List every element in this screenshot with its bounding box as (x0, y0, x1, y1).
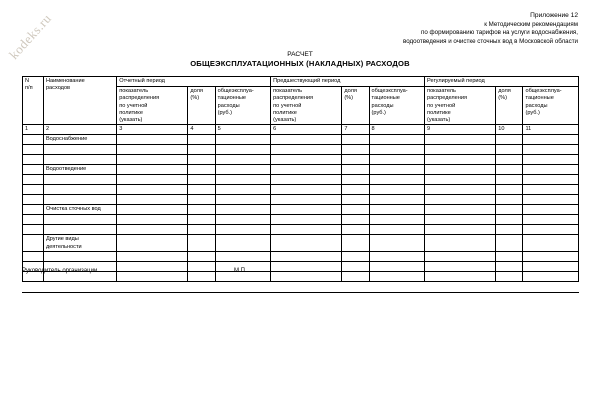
cell-costs-previous[interactable] (369, 185, 425, 195)
cell-share-previous[interactable] (342, 185, 369, 195)
table-row[interactable] (23, 252, 579, 262)
cell-costs-previous[interactable] (369, 215, 425, 225)
appendix-line-1: к Методическим рекомендациям (484, 20, 578, 28)
cell-indicator-regulated[interactable] (425, 215, 496, 225)
title-line-2: ОБЩЕЭКСПЛУАТАЦИОННЫХ (НАКЛАДНЫХ) РАСХОДОВ (190, 59, 410, 68)
cell-indicator-previous[interactable] (271, 205, 342, 215)
hdr-line: общеэксплуа- (217, 88, 254, 94)
cell-costs-previous[interactable] (369, 175, 425, 185)
cell-num[interactable] (23, 135, 44, 145)
cell-costs-previous[interactable] (369, 262, 425, 272)
hdr-line: общеэксплуа- (525, 88, 562, 94)
cell-indicator-reporting[interactable] (117, 205, 188, 215)
cell-share-reporting[interactable] (188, 215, 215, 225)
cell-share-regulated[interactable] (496, 215, 523, 225)
cell-costs-regulated[interactable] (523, 135, 579, 145)
cell-num[interactable] (23, 195, 44, 205)
table-row[interactable] (23, 175, 579, 185)
cell-share-reporting[interactable] (188, 252, 215, 262)
cell-num[interactable] (23, 185, 44, 195)
cell-costs-previous[interactable] (369, 225, 425, 235)
colnum-9: 9 (425, 125, 496, 135)
header-share-regulated (496, 87, 523, 125)
cell-costs-previous[interactable] (369, 155, 425, 165)
cell-indicator-previous[interactable] (271, 252, 342, 262)
cell-indicator-reporting[interactable] (117, 195, 188, 205)
cell-indicator-previous[interactable] (271, 165, 342, 175)
hdr-line: показатель (119, 88, 149, 94)
cell-share-reporting[interactable] (188, 195, 215, 205)
hdr-line: показатель (273, 88, 303, 94)
hdr-line: (указать) (427, 117, 451, 124)
cell-indicator-reporting[interactable] (117, 185, 188, 195)
appendix-line-2: по формированию тарифов на услуги водоснабжения, (421, 29, 578, 37)
cell-share-previous[interactable] (342, 195, 369, 205)
cell-costs-reporting[interactable] (215, 135, 271, 145)
hdr-line: по учетной (273, 102, 302, 109)
cell-indicator-regulated[interactable] (425, 135, 496, 145)
cell-costs-regulated[interactable] (523, 205, 579, 215)
hdr-line: политике (273, 109, 297, 116)
colnum-5: 5 (215, 125, 271, 135)
appendix-number: Приложение 12 (530, 12, 578, 19)
hdr-line: тационные (525, 95, 554, 102)
costs-table (22, 76, 579, 282)
header-share-reporting (188, 87, 215, 125)
cell-name[interactable] (43, 195, 116, 205)
cell-costs-regulated[interactable] (523, 185, 579, 195)
header-cell-name (43, 77, 116, 125)
cell-share-reporting[interactable] (188, 235, 215, 252)
cell-costs-regulated[interactable] (523, 155, 579, 165)
cell-costs-previous[interactable] (369, 272, 425, 282)
hdr-line: по учетной (427, 102, 456, 109)
colnum-2: 2 (43, 125, 116, 135)
cell-share-reporting[interactable] (188, 225, 215, 235)
hdr-line: (указать) (273, 117, 297, 124)
header-group-regulated: Регулируемый период (425, 77, 579, 87)
cell-costs-reporting[interactable] (215, 165, 271, 175)
cell-share-previous[interactable] (342, 225, 369, 235)
cell-costs-regulated[interactable] (523, 225, 579, 235)
appendix-header (403, 12, 578, 46)
table-row[interactable] (23, 195, 579, 205)
cell-share-previous[interactable] (342, 262, 369, 272)
table-row[interactable] (23, 205, 579, 215)
hdr-line: расходы (217, 102, 240, 109)
cell-num[interactable] (23, 145, 44, 155)
cell-indicator-regulated[interactable] (425, 262, 496, 272)
hdr-line: (%) (344, 95, 354, 102)
cell-costs-reporting[interactable] (215, 145, 271, 155)
hdr-line: (%) (190, 95, 200, 102)
title-line-1: РАСЧЕТ (287, 51, 313, 58)
cell-indicator-previous[interactable] (271, 195, 342, 205)
hdr-line: (указать) (119, 117, 143, 124)
table-column-numbers-row (23, 125, 579, 135)
colnum-8: 8 (369, 125, 425, 135)
cell-share-reporting[interactable] (188, 155, 215, 165)
cell-num[interactable] (23, 225, 44, 235)
cell-costs-regulated[interactable] (523, 195, 579, 205)
cell-costs-previous[interactable] (369, 165, 425, 175)
header-num-line-2: п/п (25, 85, 33, 92)
cell-costs-regulated[interactable] (523, 215, 579, 225)
cell-indicator-reporting[interactable] (117, 272, 188, 282)
cell-share-reporting[interactable] (188, 135, 215, 145)
cell-costs-regulated[interactable] (523, 272, 579, 282)
hdr-line: распределения (119, 95, 160, 102)
hdr-line: (руб.) (217, 109, 233, 116)
table-header-periods (23, 77, 579, 87)
header-group-previous: Предшествующий период (271, 77, 425, 87)
cell-num[interactable] (23, 155, 44, 165)
cell-indicator-reporting[interactable] (117, 235, 188, 252)
cell-share-previous[interactable] (342, 165, 369, 175)
hdr-line: доля (498, 88, 511, 94)
hdr-line: по учетной (119, 102, 148, 109)
header-name-line-1: Наименование (45, 78, 85, 84)
cell-indicator-reporting[interactable] (117, 225, 188, 235)
cell-share-reporting[interactable] (188, 145, 215, 155)
stamp-label: М.П. (234, 268, 247, 274)
cell-costs-reporting[interactable] (215, 155, 271, 165)
hdr-line: политике (427, 109, 451, 116)
cell-indicator-reporting[interactable] (117, 262, 188, 272)
cell-indicator-previous[interactable] (271, 272, 342, 282)
table-row[interactable] (23, 272, 579, 282)
cell-name[interactable] (43, 215, 116, 225)
cell-num[interactable] (23, 252, 44, 262)
colnum-7: 7 (342, 125, 369, 135)
colnum-3: 3 (117, 125, 188, 135)
hdr-line: показатель (427, 88, 456, 94)
cell-costs-previous[interactable] (369, 252, 425, 262)
cell-costs-regulated[interactable] (523, 252, 579, 262)
hdr-line: (руб.) (525, 109, 540, 116)
hdr-line: тационные (217, 95, 246, 102)
table-row[interactable] (23, 235, 579, 252)
cell-name[interactable]: Другие виды деятельности (43, 235, 116, 252)
header-costs-reporting (215, 87, 271, 125)
cell-indicator-regulated[interactable] (425, 155, 496, 165)
table-row[interactable] (23, 145, 579, 155)
cell-share-regulated[interactable] (496, 262, 523, 272)
hdr-line: распределения (273, 95, 314, 102)
cell-share-previous[interactable] (342, 205, 369, 215)
cell-share-reporting[interactable] (188, 165, 215, 175)
cell-share-regulated[interactable] (496, 205, 523, 215)
cell-indicator-reporting[interactable] (117, 145, 188, 155)
cell-indicator-regulated[interactable] (425, 165, 496, 175)
cell-share-regulated[interactable] (496, 235, 523, 252)
cell-indicator-previous[interactable] (271, 135, 342, 145)
cell-share-regulated[interactable] (496, 145, 523, 155)
header-indicator-previous (271, 87, 342, 125)
cell-name[interactable] (43, 155, 116, 165)
cell-num[interactable] (23, 215, 44, 225)
header-share-previous (342, 87, 369, 125)
cell-share-previous[interactable] (342, 145, 369, 155)
cell-costs-regulated[interactable] (523, 262, 579, 272)
cell-costs-reporting[interactable] (215, 175, 271, 185)
cell-indicator-reporting[interactable] (117, 165, 188, 175)
cell-name[interactable] (43, 185, 116, 195)
cell-share-previous[interactable] (342, 272, 369, 282)
cell-costs-reporting[interactable] (215, 225, 271, 235)
hdr-line: расходы (525, 102, 548, 109)
cell-indicator-regulated[interactable] (425, 195, 496, 205)
cell-share-reporting[interactable] (188, 272, 215, 282)
cell-indicator-previous[interactable] (271, 215, 342, 225)
cell-costs-reporting[interactable] (215, 195, 271, 205)
colnum-10: 10 (496, 125, 523, 135)
cell-indicator-previous[interactable] (271, 175, 342, 185)
cell-indicator-reporting[interactable] (117, 215, 188, 225)
table-row[interactable] (23, 215, 579, 225)
header-name-line-2: расходов (45, 85, 71, 92)
cell-share-regulated[interactable] (496, 225, 523, 235)
hdr-line: распределения (427, 95, 468, 102)
cell-indicator-regulated[interactable] (425, 175, 496, 185)
cell-indicator-regulated[interactable] (425, 205, 496, 215)
cell-name[interactable] (43, 252, 116, 262)
cell-num[interactable] (23, 205, 44, 215)
table-row[interactable] (23, 185, 579, 195)
table-row[interactable] (23, 155, 579, 165)
cell-indicator-reporting[interactable] (117, 252, 188, 262)
cell-share-reporting[interactable] (188, 262, 215, 272)
cell-share-previous[interactable] (342, 252, 369, 262)
cell-indicator-regulated[interactable] (425, 235, 496, 252)
cell-costs-previous[interactable] (369, 145, 425, 155)
hdr-line: доля (344, 88, 357, 94)
table-row[interactable] (23, 225, 579, 235)
cell-indicator-regulated[interactable] (425, 185, 496, 195)
watermark-text: kodeks.ru (6, 10, 55, 63)
cell-indicator-previous[interactable] (271, 145, 342, 155)
hdr-line: тационные (371, 95, 400, 102)
header-indicator-regulated (425, 87, 496, 125)
cell-share-regulated[interactable] (496, 135, 523, 145)
table-row[interactable] (23, 135, 579, 145)
colnum-1: 1 (23, 125, 44, 135)
hdr-line: общеэксплуа- (371, 88, 408, 94)
header-indicator-reporting (117, 87, 188, 125)
header-costs-regulated (523, 87, 579, 125)
cell-costs-previous[interactable] (369, 205, 425, 215)
cell-costs-regulated[interactable] (523, 235, 579, 252)
cell-share-previous[interactable] (342, 175, 369, 185)
cell-indicator-regulated[interactable] (425, 225, 496, 235)
cell-costs-reporting[interactable] (215, 185, 271, 195)
cell-costs-reporting[interactable] (215, 235, 271, 252)
cell-share-regulated[interactable] (496, 272, 523, 282)
header-group-reporting: Отчетный период (117, 77, 271, 87)
cell-num[interactable] (23, 235, 44, 252)
cell-costs-regulated[interactable] (523, 175, 579, 185)
cell-share-regulated[interactable] (496, 252, 523, 262)
cell-indicator-previous[interactable] (271, 262, 342, 272)
footer-divider (22, 292, 579, 293)
cell-share-regulated[interactable] (496, 195, 523, 205)
hdr-line: расходы (371, 102, 394, 109)
cell-indicator-regulated[interactable] (425, 145, 496, 155)
cell-share-regulated[interactable] (496, 155, 523, 165)
colnum-6: 6 (271, 125, 342, 135)
appendix-line-3: водоотведения и очистке сточных вод в Московской области (403, 37, 578, 45)
cell-indicator-reporting[interactable] (117, 155, 188, 165)
cell-costs-regulated[interactable] (523, 165, 579, 175)
table-row[interactable] (23, 165, 579, 175)
cell-share-reporting[interactable] (188, 205, 215, 215)
header-num-line-1: N (25, 78, 30, 84)
hdr-line: (%) (498, 95, 507, 102)
cell-indicator-previous[interactable] (271, 155, 342, 165)
cell-share-regulated[interactable] (496, 185, 523, 195)
cell-name[interactable]: Водоснабжение (43, 135, 116, 145)
cell-num[interactable] (23, 175, 44, 185)
cell-share-previous[interactable] (342, 215, 369, 225)
cell-costs-reporting[interactable] (215, 252, 271, 262)
cell-indicator-previous[interactable] (271, 235, 342, 252)
cell-costs-previous[interactable] (369, 235, 425, 252)
cell-costs-previous[interactable] (369, 195, 425, 205)
document-title (0, 50, 600, 69)
header-cell-num (23, 77, 44, 125)
colnum-4: 4 (188, 125, 215, 135)
cell-share-reporting[interactable] (188, 185, 215, 195)
cell-share-previous[interactable] (342, 235, 369, 252)
cell-indicator-reporting[interactable] (117, 135, 188, 145)
cell-name[interactable] (43, 225, 116, 235)
cell-costs-reporting[interactable] (215, 205, 271, 215)
cell-name[interactable] (43, 175, 116, 185)
cell-indicator-regulated[interactable] (425, 272, 496, 282)
header-costs-previous (369, 87, 425, 125)
cell-costs-regulated[interactable] (523, 145, 579, 155)
cell-share-previous[interactable] (342, 135, 369, 145)
cell-indicator-regulated[interactable] (425, 252, 496, 262)
cell-indicator-reporting[interactable] (117, 175, 188, 185)
cell-costs-previous[interactable] (369, 135, 425, 145)
cell-name[interactable]: Очистка сточных вод (43, 205, 116, 215)
colnum-11: 11 (523, 125, 579, 135)
cell-name[interactable] (43, 145, 116, 155)
hdr-line: доля (190, 88, 203, 94)
table-row[interactable] (23, 262, 579, 272)
cell-share-previous[interactable] (342, 155, 369, 165)
cell-share-regulated[interactable] (496, 165, 523, 175)
cell-indicator-previous[interactable] (271, 185, 342, 195)
cell-share-regulated[interactable] (496, 175, 523, 185)
hdr-line: (руб.) (371, 109, 386, 116)
cell-share-reporting[interactable] (188, 175, 215, 185)
cell-name[interactable]: Водоотведение (43, 165, 116, 175)
cell-num[interactable] (23, 165, 44, 175)
cell-indicator-previous[interactable] (271, 225, 342, 235)
cell-costs-reporting[interactable] (215, 215, 271, 225)
signature-label: Руководитель организации (22, 268, 98, 274)
hdr-line: политике (119, 109, 143, 116)
